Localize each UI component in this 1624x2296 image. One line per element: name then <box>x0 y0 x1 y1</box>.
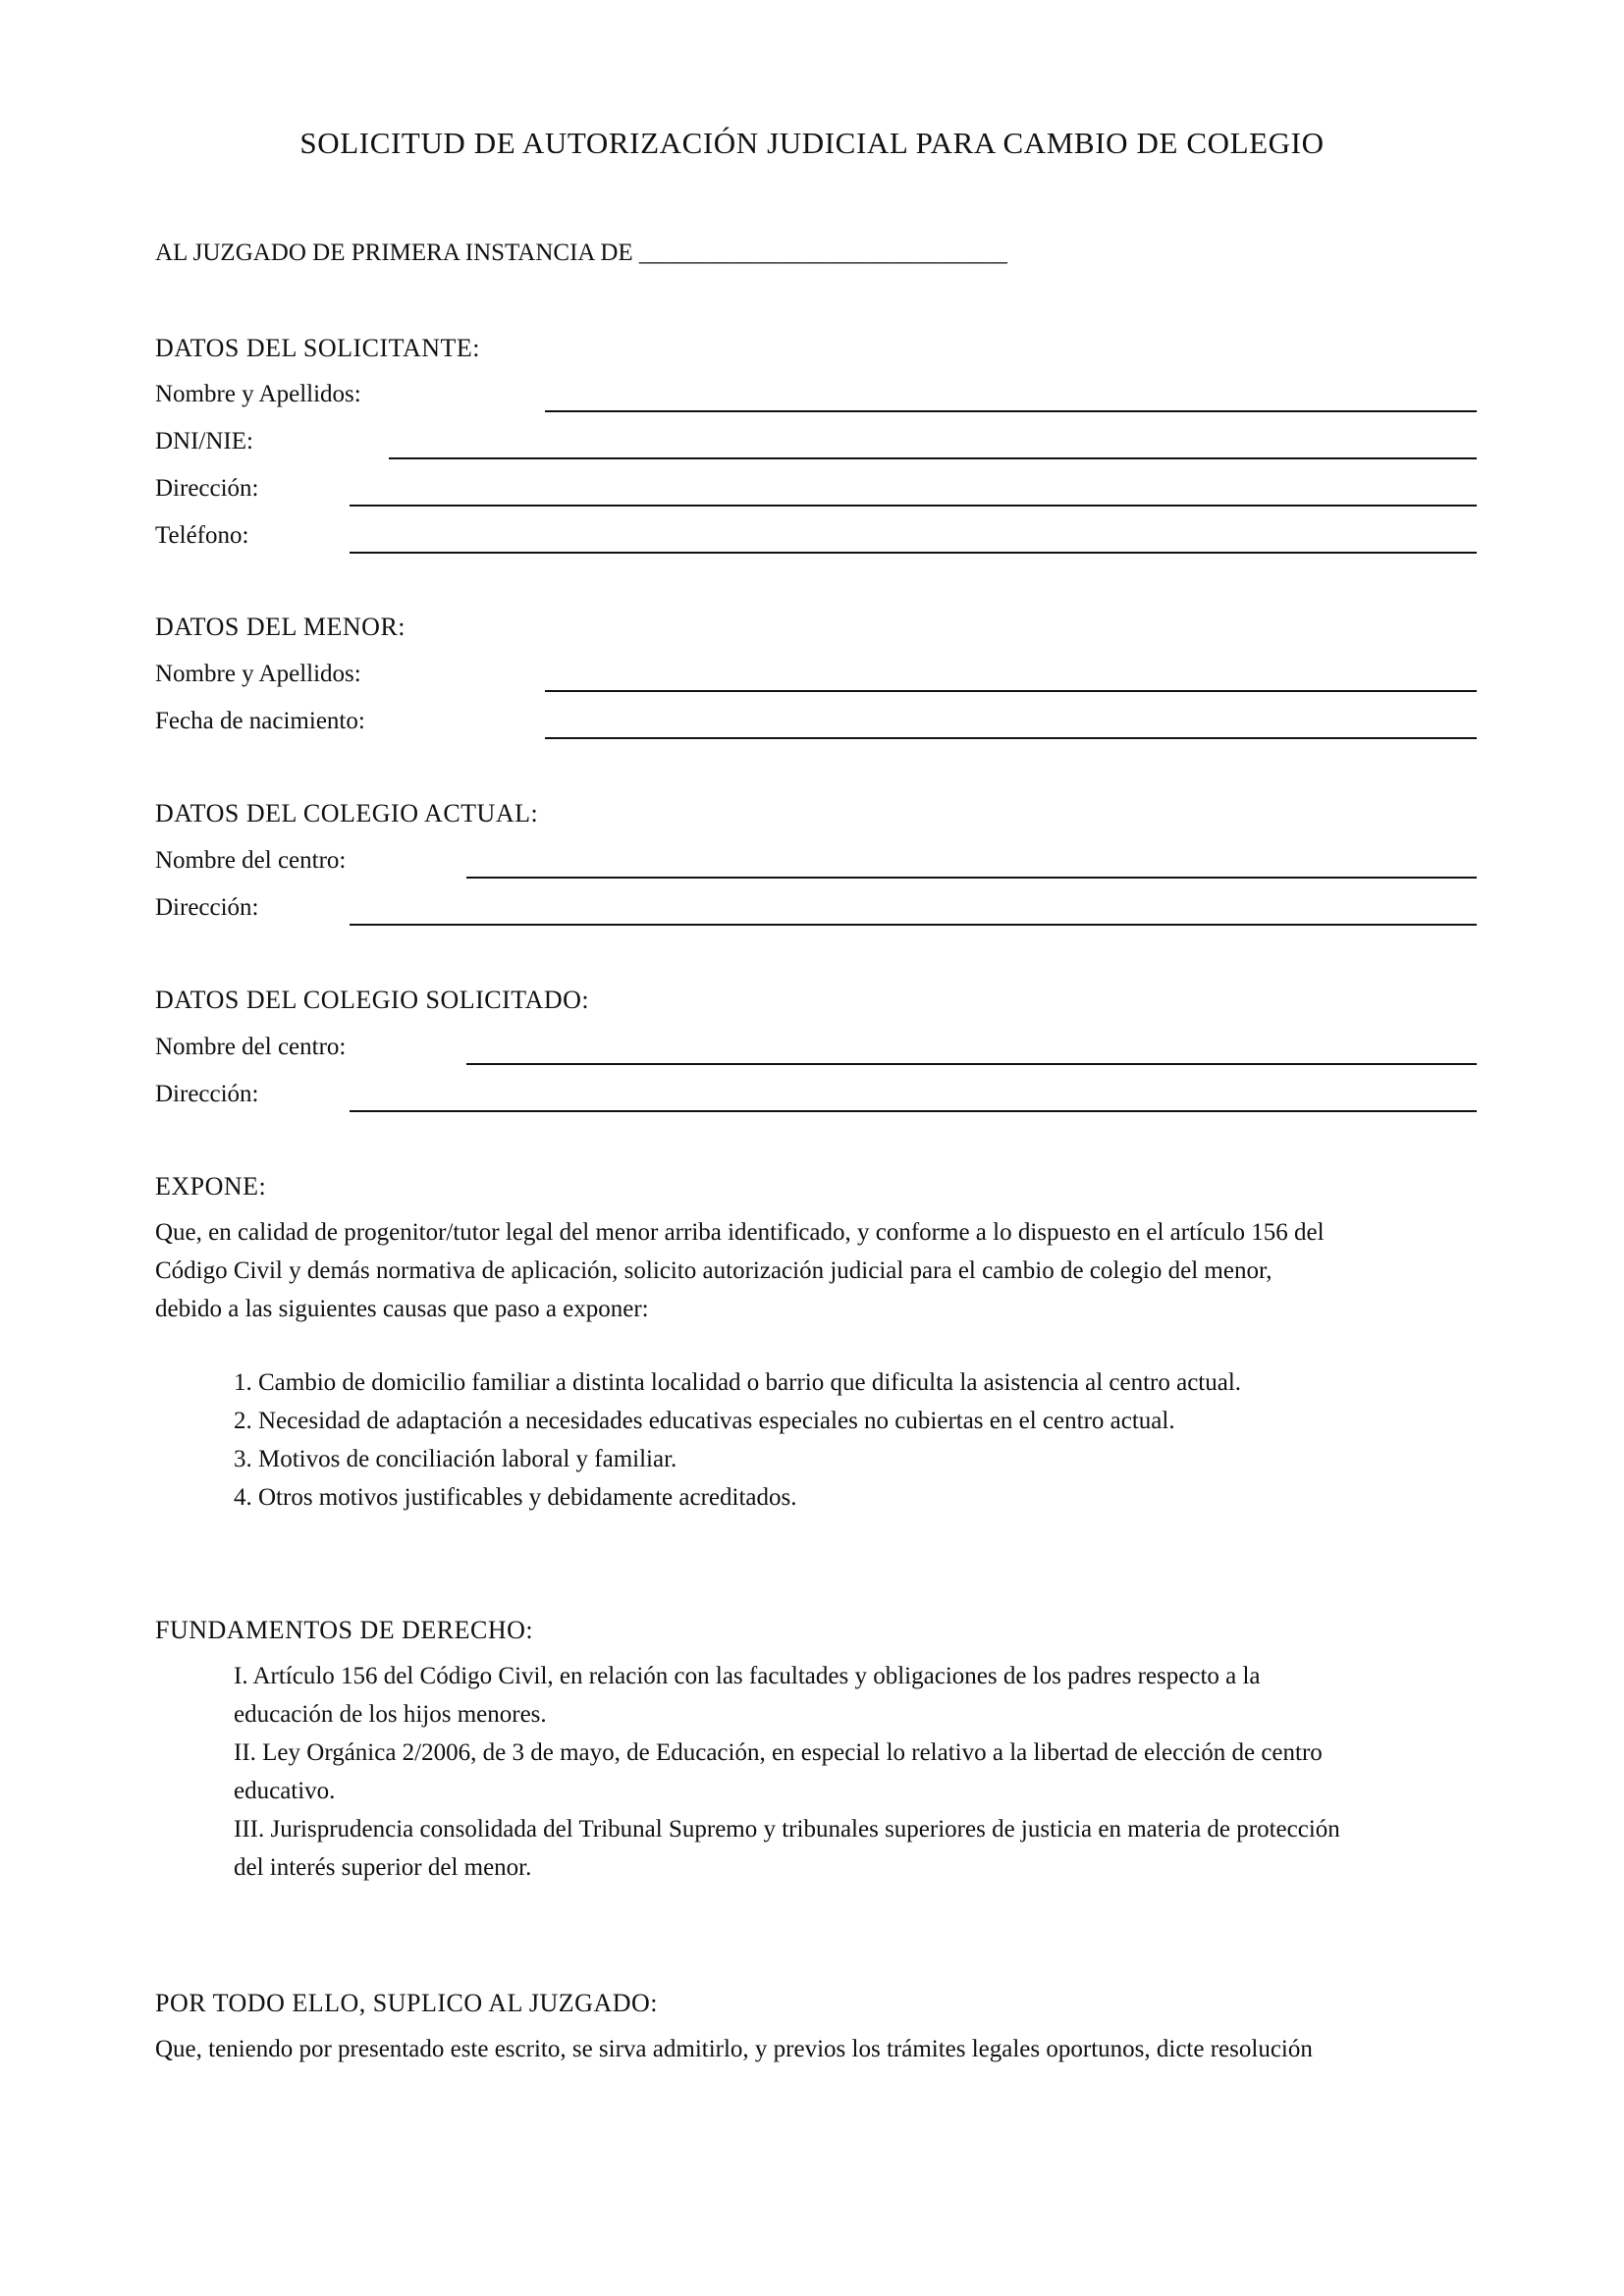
suplico-heading: POR TODO ELLO, SUPLICO AL JUZGADO: <box>155 1989 658 2017</box>
expone-line: Que, en calidad de progenitor/tutor legal del menor arriba identificado, y conforme a lo dispuesto en el artículo 156 del <box>155 1219 1325 1246</box>
list-item: I. Artículo 156 del Código Civil, en relación con las facultades y obligaciones de los padres respecto a la <box>234 1663 1261 1689</box>
suplico-paragraph <box>155 2030 1481 2068</box>
colegio-actual-direccion-field[interactable] <box>350 924 1477 926</box>
solicitante-heading: DATOS DEL SOLICITANTE: <box>155 334 481 362</box>
fundamentos-list <box>234 1657 1481 1887</box>
colegio-solicitado-direccion-field[interactable] <box>350 1110 1477 1112</box>
list-item: 3. Motivos de conciliación laboral y familiar. <box>234 1446 677 1472</box>
menor-fecha-label: Fecha de nacimiento: <box>155 708 365 734</box>
menor-nombre-field[interactable] <box>545 690 1477 692</box>
menor-nombre-label: Nombre y Apellidos: <box>155 661 361 687</box>
solicitante-direccion-field[interactable] <box>350 505 1477 507</box>
colegio-solicitado-nombre-field[interactable] <box>466 1063 1477 1065</box>
solicitante-telefono-field[interactable] <box>350 552 1477 554</box>
colegio-actual-nombre-field[interactable] <box>466 877 1477 879</box>
colegio-actual-nombre-label: Nombre del centro: <box>155 847 347 874</box>
expone-causes-list <box>234 1363 1481 1517</box>
list-item: 1. Cambio de domicilio familiar a distinta localidad o barrio que dificulta la asistencia al centro actual. <box>234 1369 1242 1396</box>
solicitante-dni-label: DNI/NIE: <box>155 428 253 454</box>
expone-heading: EXPONE: <box>155 1172 267 1201</box>
court-line: AL JUZGADO DE PRIMERA INSTANCIA DE ______________________________ <box>155 240 1007 266</box>
menor-fecha-field[interactable] <box>545 737 1477 739</box>
colegio-actual-heading: DATOS DEL COLEGIO ACTUAL: <box>155 799 539 828</box>
expone-line: Código Civil y demás normativa de aplicación, solicito autorización judicial para el cambio de colegio del menor, <box>155 1257 1272 1284</box>
expone-line: debido a las siguientes causas que paso a exponer: <box>155 1296 649 1322</box>
list-item: 4. Otros motivos justificables y debidamente acreditados. <box>234 1484 797 1511</box>
menor-heading: DATOS DEL MENOR: <box>155 613 406 641</box>
list-item: 2. Necesidad de adaptación a necesidades educativas especiales no cubiertas en el centro actual. <box>234 1408 1175 1434</box>
solicitante-telefono-label: Teléfono: <box>155 522 249 549</box>
solicitante-nombre-label: Nombre y Apellidos: <box>155 381 361 407</box>
list-item: III. Jurisprudencia consolidada del Tribunal Supremo y tribunales superiores de justicia en materia de protección <box>234 1816 1340 1842</box>
solicitante-direccion-label: Dirección: <box>155 475 259 502</box>
colegio-solicitado-direccion-label: Dirección: <box>155 1081 259 1107</box>
expone-paragraph <box>155 1213 1481 1328</box>
fundamentos-heading: FUNDAMENTOS DE DERECHO: <box>155 1616 534 1644</box>
suplico-line: Que, teniendo por presentado este escrito, se sirva admitirlo, y previos los trámites legales oportunos, dicte resolución <box>155 2036 1313 2062</box>
list-item: educativo. <box>234 1778 336 1804</box>
solicitante-dni-field[interactable] <box>389 457 1477 459</box>
solicitante-nombre-field[interactable] <box>545 410 1477 412</box>
colegio-solicitado-heading: DATOS DEL COLEGIO SOLICITADO: <box>155 986 590 1014</box>
colegio-solicitado-nombre-label: Nombre del centro: <box>155 1034 347 1060</box>
colegio-actual-direccion-label: Dirección: <box>155 894 259 921</box>
document-title: SOLICITUD DE AUTORIZACIÓN JUDICIAL PARA CAMBIO DE COLEGIO <box>299 126 1325 160</box>
list-item: II. Ley Orgánica 2/2006, de 3 de mayo, de Educación, en especial lo relativo a la libertad de elección de centro <box>234 1739 1323 1766</box>
list-item: educación de los hijos menores. <box>234 1701 547 1728</box>
list-item: del interés superior del menor. <box>234 1854 532 1881</box>
